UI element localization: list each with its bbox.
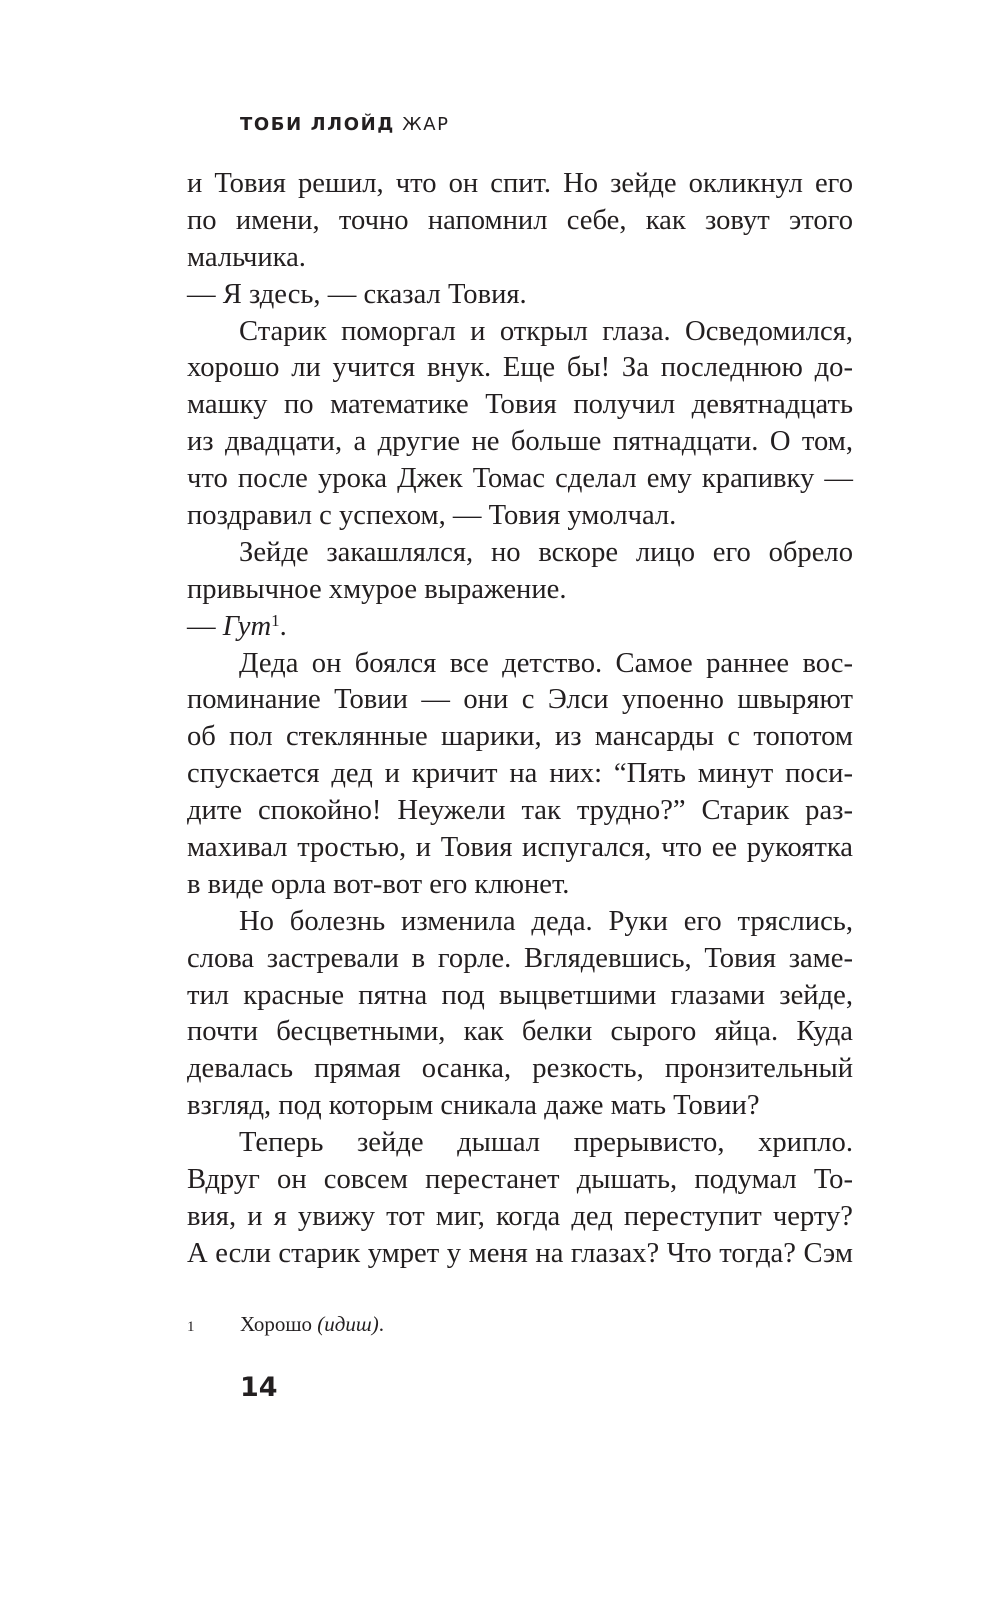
- text-line: по имени, точно напомнил себе, как зовут этого: [187, 204, 853, 236]
- text-line: Но болезнь изменила деда. Руки его тряслись,: [239, 905, 853, 937]
- text-line: Зейде закашлялся, но вскоре лицо его обрело: [239, 536, 853, 568]
- text-line: поминание Товии — они с Элси упоенно швыряют: [187, 684, 853, 716]
- text-line: привычное хмурое выражение.: [187, 573, 567, 605]
- footnote-italic: (идиш): [317, 1312, 379, 1336]
- dialogue-line: — Я здесь, — сказал Товия.: [187, 278, 527, 310]
- text-line: спускается дед и кричит на них: “Пять минут поси-: [187, 758, 853, 790]
- text-line: поздравил с успехом, — Товия умолчал.: [187, 500, 677, 532]
- footnote-number: 1: [187, 1319, 195, 1335]
- text-line: и Товия решил, что он спит. Но зейде окликнул его: [187, 168, 853, 199]
- text-line: Теперь зейде дышал прерывисто, хрипло.: [239, 1127, 853, 1159]
- gut-end: .: [279, 610, 287, 642]
- text-line: мальчика.: [187, 241, 306, 273]
- body-text: [187, 166, 853, 1273]
- text-line: тил красные пятна под выцветшими глазами зейде,: [187, 979, 853, 1011]
- text-line: хорошо ли учится внук. Еще бы! За последнюю до-: [187, 352, 853, 384]
- text-line: машку по математике Товия получил девятнадцать: [187, 389, 853, 421]
- text-line: почти бесцветными, как белки сырого яйца. Куда: [187, 1016, 853, 1048]
- running-head: [240, 114, 450, 135]
- text-line: в виде орла вот-вот его клюнет.: [187, 868, 570, 900]
- text-line: взгляд, под которым сникала даже мать Товии?: [187, 1090, 760, 1122]
- footnote-text: Хорошо: [240, 1312, 318, 1336]
- running-head-author: ТОБИ ЛЛОЙД: [240, 114, 395, 135]
- gut-word: Гут: [222, 610, 272, 642]
- text-line: что после урока Джек Томас сделал ему крапивку —: [187, 463, 853, 495]
- text-line: вия, и я увижу тот миг, когда дед переступит черту?: [187, 1200, 853, 1232]
- text-line: Вдруг он совсем перестанет дышать, подумал То-: [187, 1164, 853, 1196]
- text-line: из двадцати, а другие не больше пятнадцати. О том,: [187, 426, 853, 458]
- dialogue-line-gut: [187, 609, 853, 646]
- text-line: Деда он боялся все детство. Самое раннее вос-: [239, 647, 853, 679]
- text-line: об пол стеклянные шарики, из мансарды с топотом: [187, 721, 853, 753]
- text-line: А если старик умрет у меня на глазах? Что тогда? Сэм: [187, 1237, 853, 1269]
- text-line: слова застревали в горле. Вглядевшись, Товия заме-: [187, 942, 853, 974]
- text-line: махивал тростью, и Товия испугался, что ее рукоятка: [187, 832, 853, 864]
- gut-dash: —: [187, 610, 223, 642]
- running-head-title: ЖАР: [402, 114, 450, 135]
- text-line: Старик поморгал и открыл глаза. Осведомился,: [239, 315, 853, 347]
- footnote-reference: 1: [271, 611, 280, 631]
- footnote: [187, 1310, 853, 1341]
- text-line: девалась прямая осанка, резкость, пронзительный: [187, 1053, 853, 1085]
- page-number: 14: [240, 1372, 278, 1403]
- footnote-end: .: [378, 1312, 384, 1336]
- text-line: дите спокойно! Неужели так трудно?” Старик раз-: [187, 795, 853, 827]
